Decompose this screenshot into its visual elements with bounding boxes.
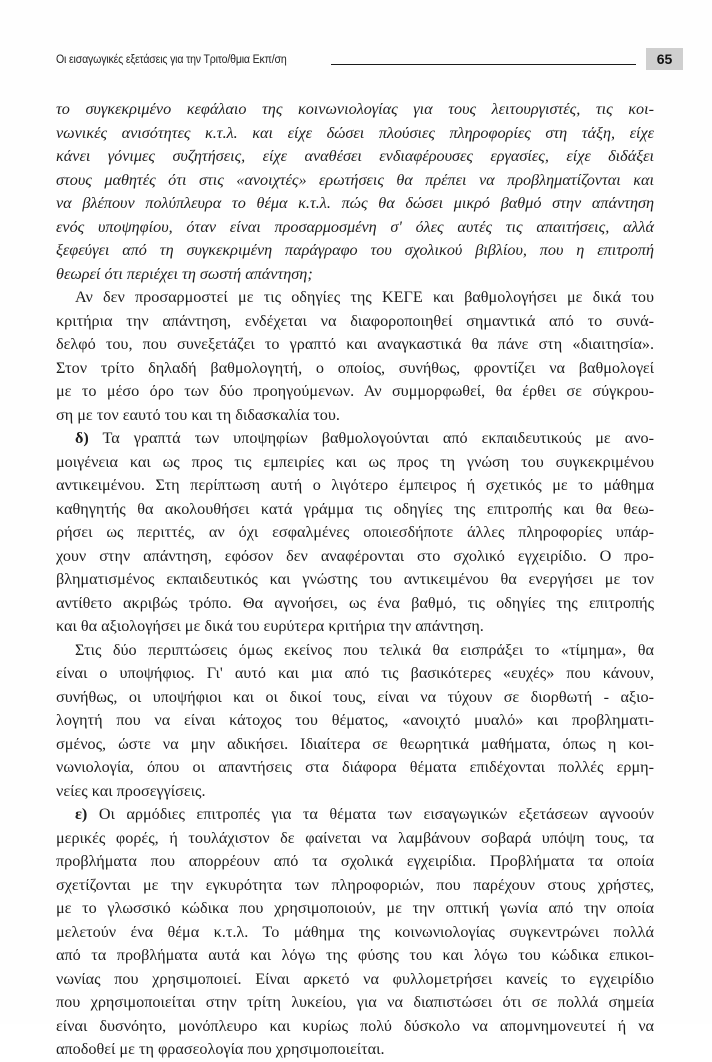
line-text: ξεφεύγει από τη συγκεκριμένη παράγραφο του σχολικού βιβλίου, που η επιτροπή <box>56 241 654 259</box>
text-line <box>56 615 654 639</box>
text-line <box>56 521 654 545</box>
text-line <box>56 897 654 921</box>
line-text: είναι ο υποψήφιος. Γι' αυτό και μια από τις βασικότερες «ευχές» που κάνουν, <box>56 664 654 682</box>
line-text: μερικές φορές, ή τουλάχιστον δε φαίνεται να λαμβάνουν σοβαρά υπόψη τους, τα <box>56 828 654 847</box>
text-line <box>56 756 654 780</box>
text-line <box>56 239 654 263</box>
line-text: Στον τρίτο δηλαδή βαθμολογητή, ο οποίος, συνήθως, φροντίζει να βαθμολογεί <box>56 358 654 377</box>
text-line <box>56 145 654 169</box>
text-line <box>56 451 654 475</box>
line-text: καθηγητής θα ακολουθήσει κατά γράμμα τις οδηγίες της επιτροπής και θα θεω- <box>56 499 654 518</box>
text-line <box>56 98 654 122</box>
text-line <box>56 286 654 310</box>
line-text: νείες και προσεγγίσεις. <box>56 781 206 800</box>
line-text: ρήσει ως περιττές, αν όχι εσφαλμένες οποιεσδήποτε άλλες πληροφορίες υπάρ- <box>56 523 654 541</box>
text-line <box>56 333 654 357</box>
paragraph <box>56 639 654 804</box>
line-text: σχετίζονται με την εγκυρότητα των πληροφοριών, που παρέχουν στους χρήστες, <box>56 875 654 894</box>
text-line <box>56 921 654 945</box>
line-text: προβλήματα που απορρέουν από τα σχολικά εγχειρίδια. Προβλήματα τα οποία <box>56 852 654 870</box>
line-text: Τα γραπτά των υποψηφίων βαθμολογούνται από εκπαιδευτικούς με ανο- <box>88 429 654 447</box>
text-line <box>56 592 654 616</box>
line-text: Στις δύο περιπτώσεις όμως εκείνος που τελικά θα εισπράξει το «τίμημα», θα <box>75 640 654 659</box>
line-text: και θα αξιολογήσει με δικά του ευρύτερα κριτήρια την απάντηση. <box>56 617 484 635</box>
text-line <box>56 803 654 827</box>
line-text: νωνιολογία, όπου οι απαντήσεις στα διάφορα θέματα επιδέχονται πολλές ερμη- <box>56 758 654 776</box>
paragraph <box>56 286 654 427</box>
text-line <box>56 733 654 757</box>
text-line <box>56 310 654 334</box>
text-line <box>56 968 654 992</box>
header-rule <box>331 64 636 65</box>
text-line <box>56 944 654 968</box>
text-line <box>56 874 654 898</box>
line-text: νωνικές ανισότητες κ.τ.λ. και είχε δώσει πλούσιες πληροφορίες στη τάξη, είχε <box>56 123 654 142</box>
text-line <box>56 827 654 851</box>
paragraph-label: ε) <box>75 805 88 823</box>
line-text: να βλέπουν πολύπλευρα το θέμα κ.τ.λ. πώς θα δώσει μικρό βαθμό στην απάντηση <box>56 194 654 212</box>
paragraph <box>56 98 654 286</box>
line-text: κάνει γόνιμες συζητήσεις, είχε αναθέσει ενδιαφέρουσες εργασίες, είχε διδάξει <box>56 147 654 165</box>
line-text: αποδοθεί με τη φρασεολογία που χρησιμοποιείται. <box>56 1040 385 1058</box>
line-text: που χρησιμοποιείται στην τρίτη λυκείου, για να διαπιστώσει ότι σε πολλά σημεία <box>56 993 654 1011</box>
line-text: στους μαθητές ότι στις «ανοιχτές» ερωτήσεις θα πρέπει να προβληματίζονται και <box>56 170 654 189</box>
text-line <box>56 780 654 804</box>
text-line <box>56 263 654 287</box>
text-line <box>56 357 654 381</box>
paragraph <box>56 427 654 639</box>
line-text: μελετούν ένα θέμα κ.τ.λ. Το μάθημα της κοινωνιολογίας συγκεντρώνει πολλά <box>56 922 654 941</box>
line-text: αντίθετο ακριβώς τρόπο. Θα αγνοήσει, ως ένα βαθμό, τις οδηγίες της επιτροπής <box>56 593 654 612</box>
text-line <box>56 427 654 451</box>
line-text: δελφό του, που συνεξετάζει το γραπτό και αναγκαστικά θα πάνε στη «διαιτησία». <box>56 335 654 353</box>
paragraph-label: δ) <box>75 429 89 447</box>
text-line <box>56 1038 654 1062</box>
text-line <box>56 991 654 1015</box>
page-number: 65 <box>646 48 683 70</box>
text-line <box>56 686 654 710</box>
line-text: βληματισμένος εκπαιδευτικός και γνώστης του αντικειμένου θα ενεργήσει με τον <box>56 570 654 588</box>
line-text: αντικειμένου. Στη περίπτωση αυτή ο λιγότερο έμπειρος ή σχετικός με το μάθημα <box>56 476 654 494</box>
text-line <box>56 169 654 193</box>
text-line <box>56 192 654 216</box>
text-line <box>56 568 654 592</box>
paragraph <box>56 803 654 1062</box>
text-line <box>56 1015 654 1039</box>
text-line <box>56 122 654 146</box>
text-line <box>56 498 654 522</box>
line-text: μοιγένεια και ως προς τις εμπειρίες και ως προς τη γνώση του συγκεκριμένου <box>56 452 654 471</box>
text-line <box>56 404 654 428</box>
text-line <box>56 639 654 663</box>
line-text: με το μέσο όρο των δύο προηγούμενων. Αν συμμορφωθεί, θα έρθει σε σύγκρου- <box>56 382 654 400</box>
line-text: από τα προβλήματα αυτά και λόγω της φύσης του και λόγω του κώδικα επικοι- <box>56 946 654 964</box>
line-text: χουν στην απάντηση, εφόσον δεν αναφέρονται στο σχολικό εγχειρίδιο. Ο προ- <box>56 546 654 565</box>
running-head <box>56 51 673 72</box>
line-text: είναι δυσνόητο, μονόπλευρο και κυρίως πολύ δύσκολο να απομνημονευτεί ή να <box>56 1016 654 1035</box>
text-line <box>56 662 654 686</box>
line-text: το συγκεκριμένο κεφάλαιο της κοινωνιολογίας για τους λειτουργιστές, τις κοι- <box>56 100 654 118</box>
text-line <box>56 850 654 874</box>
body-text <box>56 98 654 1062</box>
line-text: με το γλωσσικό κώδικα που χρησιμοποιούν, με την οπτική γωνία από την οποία <box>56 899 654 917</box>
text-line <box>56 709 654 733</box>
text-line <box>56 216 654 240</box>
line-text: νωνίας που χρησιμοποιεί. Είναι αρκετό να φυλλομετρήσει κανείς το εγχειρίδιο <box>56 969 654 988</box>
line-text: σμένος, ώστε να μην αδικήσει. Ιδιαίτερα σε θεωρητικά μαθήματα, όπως η κοι- <box>56 734 654 753</box>
text-line <box>56 380 654 404</box>
text-line <box>56 545 654 569</box>
running-title: Οι εισαγωγικές εξετάσεις για την Τριτο/θμια Εκπ/ση <box>56 52 287 66</box>
line-text: κριτήρια την απάντηση, ενδέχεται να διαφοροποιηθεί σημαντικά από το συνά- <box>56 311 654 330</box>
line-text: λογητή που να είναι κάτοχος του θέματος, «ανοιχτό μυαλό» και προβληματι- <box>56 711 654 729</box>
line-text: Οι αρμόδιες επιτροπές για τα θέματα των εισαγωγικών εξετάσεων αγνοούν <box>87 805 654 823</box>
line-text: Αν δεν προσαρμοστεί με τις οδηγίες της ΚΕΓΕ και βαθμολογήσει με δικά του <box>75 288 654 306</box>
line-text: θεωρεί ότι περιέχει τη σωστή απάντηση; <box>56 264 313 283</box>
line-text: ση με τον εαυτό του και τη διδασκαλία του. <box>56 405 340 424</box>
line-text: συνήθως, οι υποψήφιοι και οι δικοί τους, είναι να τύχουν σε διορθωτή - αξιο- <box>56 687 654 706</box>
line-text: ενός υποψηφίου, όταν είναι προσαρμοσμένη σ' όλες αυτές τις απαιτήσεις, αλλά <box>56 217 654 236</box>
text-line <box>56 474 654 498</box>
